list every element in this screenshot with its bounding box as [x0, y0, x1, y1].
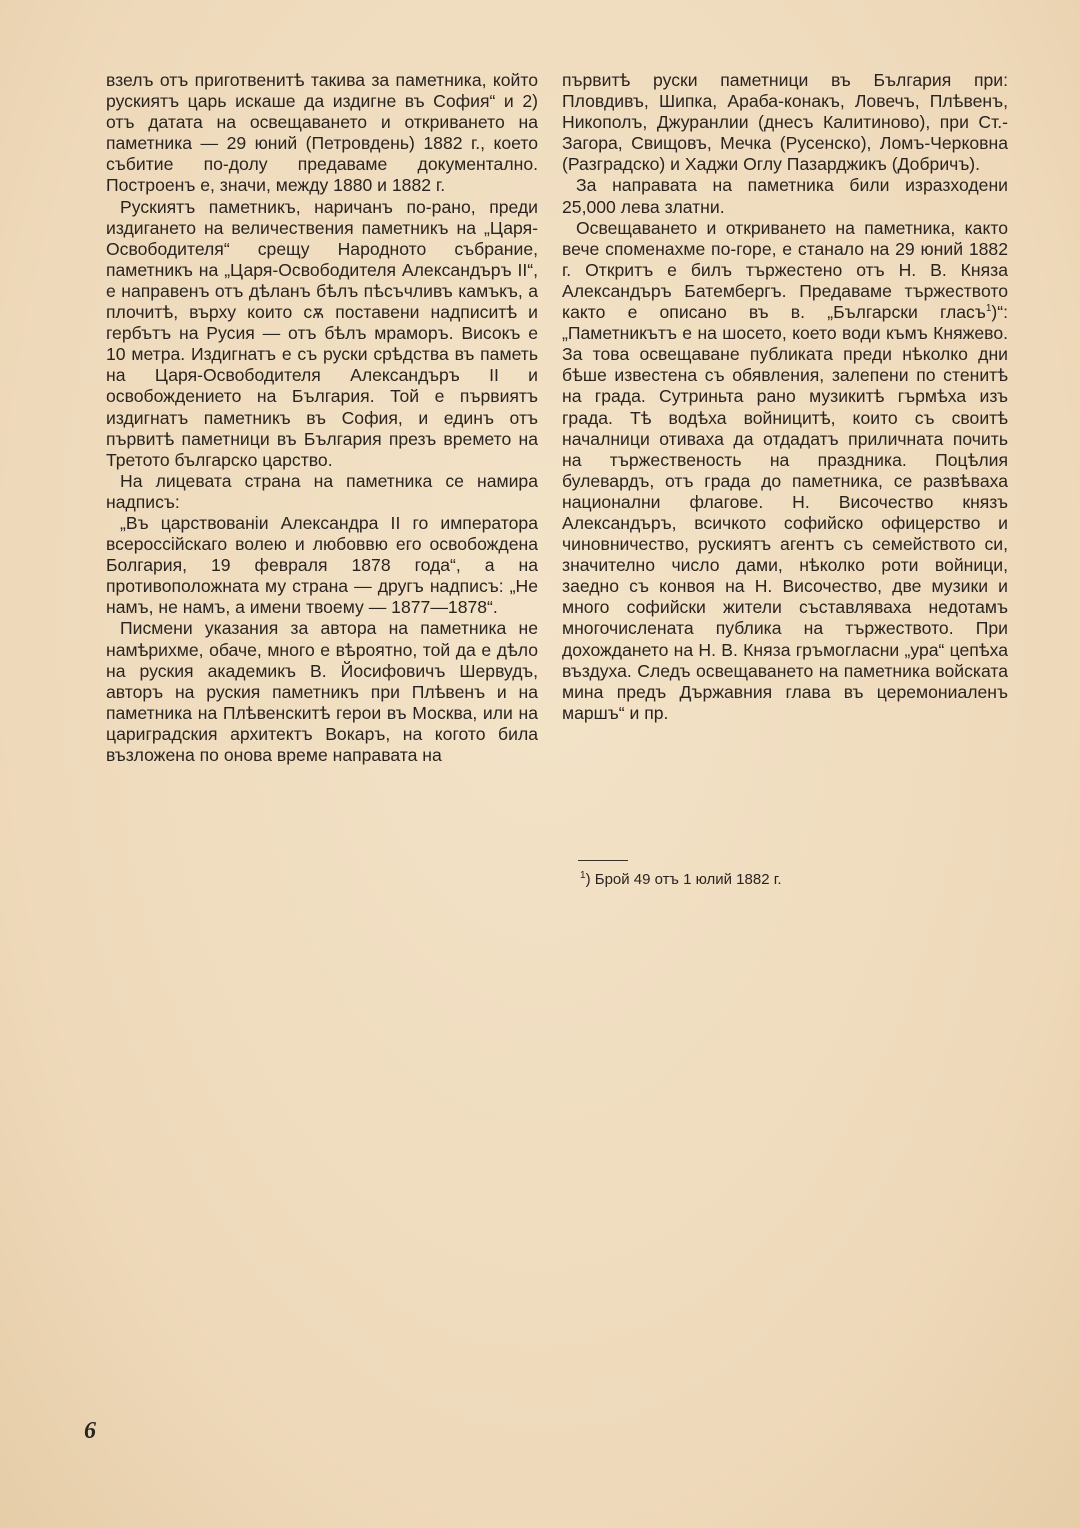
footnote-reference: 1 [985, 303, 992, 315]
paragraph: За направата на паметника били изразходени 25,000 лева златни. [562, 175, 1008, 217]
paragraph: Рускиятъ паметникъ, наричанъ по-рано, преди издигането на величествения паметникъ на „Царя-Освободителя“ срещу Народното събрание, паметникъ на „Царя-Освободителя Александъръ II“, е направенъ отъ дѣланъ бѣлъ пѣсъчливъ камъкъ, а плочитѣ, върху които сѫ поставени надписитѣ и гербътъ на Русия — отъ бѣлъ мраморъ. Високъ е 10 метра. Издигнатъ е съ руски срѣдства въ паметь на Царя-Освободителя Александъръ II и освобождението на България. Той е първиятъ издигнатъ паметникъ въ София, и единъ отъ първитѣ паметници въ България презъ времето на Третото българско царство. [106, 196, 538, 470]
footnote [580, 870, 1000, 890]
left-column [106, 70, 538, 766]
paragraph [562, 218, 1008, 724]
footnote-divider [578, 860, 628, 861]
paragraph: Писмени указания за автора на паметника не намѣрихме, обаче, много е вѣроятно, той да е дѣло на руския академикъ В. Йосифовичъ Шервудъ, авторъ на руския паметникъ при Плѣвенъ и на паметника на Плѣвенскитѣ герои въ Москва, или на цариградския архитектъ Вокаръ, на когото била възложена по онова време направата на [106, 618, 538, 765]
paragraph-text: )“: „Паметникътъ е на шосето, което води къмъ Княжево. За това освещаване публиката преди нѣколко дни бѣше известена съ обявления, залепени по стенитѣ на града. Сутриньта рано музикитѣ гърмѣха изъ града. Тѣ водѣха войницитѣ, които съ своитѣ началници отиваха да отдадатъ приличната почить на тържественость на праздника. Поцѣлия булевардъ, отъ града до паметника, се развѣваха национални флагове. Н. Височество князъ Александъръ, всичкото софийско офицерство и чиновничество, рускиятъ агентъ съ семейството си, значително число дами, нѣколко роти войници, заедно съ конвоя на Н. Височество, две музики и много софийски жители съставляваха недотамъ многочислената публика на тържеството. При дохождането на Н. В. Княза гръмогласни „ура“ цепѣха въздуха. Следъ освещаването на паметника войската мина предъ Държавния глава въ церемониаленъ маршъ“ и пр. [562, 302, 1008, 723]
footnote-text: ) Брой 49 отъ 1 юлий 1882 г. [585, 871, 782, 888]
paragraph: „Въ царствованіи Александра II го императора всероссійскаго волею и любоввю его освобождена Болгария, 19 февраля 1878 года“, а на противоположната му страна — другъ надписъ: „Не намъ, не намъ, а имени твоему — 1877—1878“. [106, 512, 538, 618]
right-column [562, 70, 1008, 724]
paragraph-text: Освещаването и откриването на паметника, както вече споменахме по-горе, е станало на 29 юний 1882 г. Откритъ е билъ тържестено отъ Н. В. Княза Александъръ Батембергъ. Предаваме тържеството както е описано въ в. „Български гласъ [562, 217, 1008, 323]
footnote-marker: 1 [580, 870, 586, 881]
paragraph: На лицевата страна на паметника се намира надписъ: [106, 470, 538, 512]
paragraph: първитѣ руски паметници въ България при: Пловдивъ, Шипка, Араба-конакъ, Ловечъ, Плѣвенъ, Никополъ, Джуранлии (днесъ Калитиново), при Ст.-Загора, Свищовъ, Мечка (Русенско), Ломъ-Черковна (Разградско) и Хаджи Оглу Пазарджикъ (Добричъ). [562, 70, 1008, 175]
paragraph: взелъ отъ приготвенитѣ такива за паметника, който рускиятъ царь искаше да издигне въ София“ и 2) отъ датата на освещаването и откриването на паметника — 29 юний (Петровдень) 1882 г., което събитие по-долу предаваме документално. Построенъ е, значи, между 1880 и 1882 г. [106, 70, 538, 196]
page-number: 6 [84, 1418, 96, 1444]
